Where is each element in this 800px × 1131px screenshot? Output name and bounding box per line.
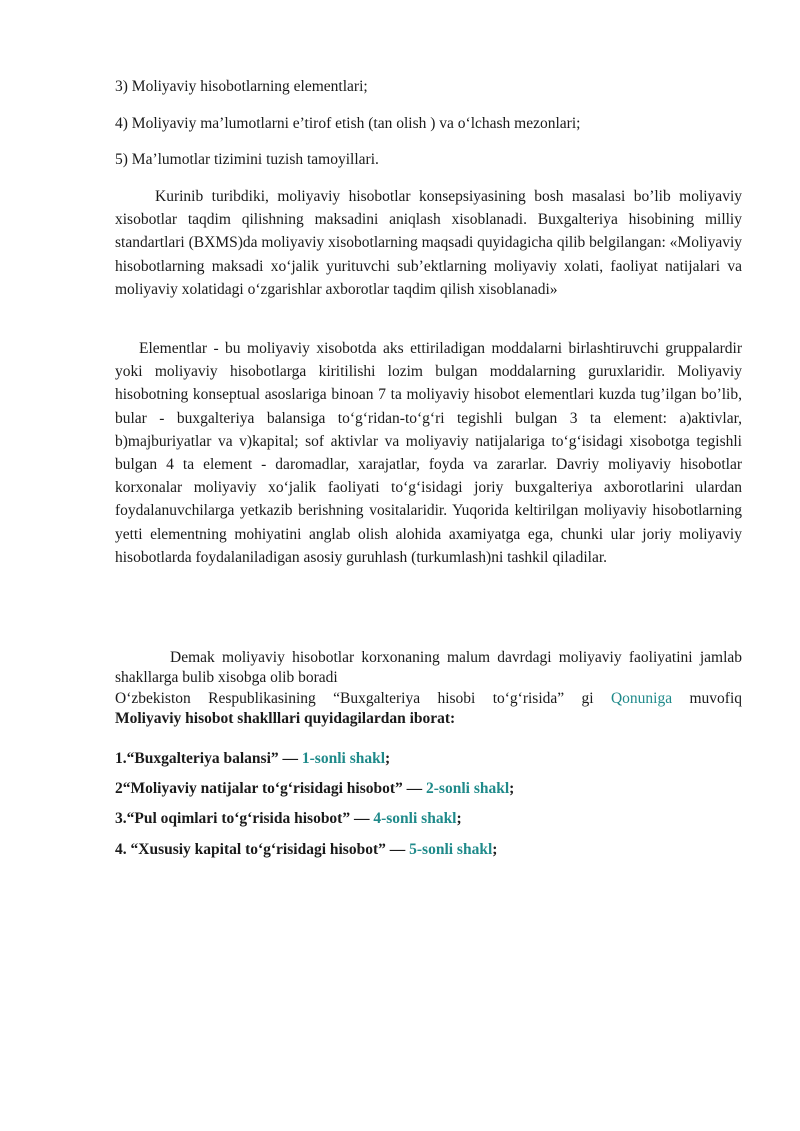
law-link[interactable]: Qonuniga [610, 690, 673, 707]
form-link[interactable]: 4-sonli shakl [373, 810, 457, 827]
list-item: 5) Ma’lumotlar tizimini tuzish tamoyillari. [115, 151, 379, 168]
paragraph: Elementlar - bu moliyaviy xisobotda aks ettiriladigan moddalarni birlashtiruvchi gruppalardir yoki moliyaviy hisobotlarga kiritilishi lozim bulgan moddalarning guruxlaridir. Moliyaviy hisobotning konseptual asoslariga binoan 7 ta moliyaviy hisobot elementlari kuzda tug’ilgan bo’lib, bular - buxgalteriya balansiga to‘g‘ridan-to‘g‘ri tegishli bulgan 3 ta element: a)aktivlar, b)majburiyatlar va v)kapital; sof aktivlar va moliyaviy natijalariga to‘g‘isidagi xisobotga tegishli bulgan 4 ta element - daromadlar, xarajatlar, foyda va zararlar. Davriy moliyaviy hisobotlar korxonalar moliyaviy xo‘jalik faoliyati to‘g‘isidagi joriy buxgalteriya axborotlarini ulardan foydalanuvchilarga yetkazib berishning vositalaridir. Yuqorida keltirilgan moliyaviy hisobotlarning yetti elementning mohiyatini anglab olish alohida axamiyatga ega, chunki ular joriy moliyaviy hisobotlarda foydalaniladigan asosiy guruhlash (turkumlash)ni tashkil qiladilar. [115, 340, 742, 566]
form-item: 3.“Pul oqimlari to‘g‘risida hisobot” — 4-sonli shakl; [115, 810, 462, 827]
form-link[interactable]: 2-sonli shakl [426, 780, 510, 797]
list-item: 4) Moliyaviy ma’lumotlarni e’tirof etish (tan olish ) va o‘lchash mezonlari; [115, 115, 581, 132]
law-text-end: muvofiq [689, 690, 743, 707]
list-item: 3) Moliyaviy hisobotlarning elementlari; [115, 78, 368, 95]
forms-heading: Moliyaviy hisobot shaklllari quyidagilardan iborat: [115, 710, 456, 727]
law-reference-line [115, 689, 742, 709]
form-item: 4. “Xususiy kapital to‘g‘risidagi hisobot” — 5-sonli shakl; [115, 841, 498, 858]
form-item: 2“Moliyaviy natijalar to‘g‘risidagi hisobot” — 2-sonli shakl; [115, 780, 515, 797]
form-item: 1.“Buxgalteriya balansi” — 1-sonli shakl; [115, 750, 391, 767]
paragraph: Demak moliyaviy hisobotlar korxonaning malum davrdagi moliyaviy faoliyatini jamlab shakllarga bulib xisobga olib boradi [115, 649, 742, 686]
law-text: O‘zbekiston Respublikasining “Buxgalteriya hisobi to‘g‘risida” gi [115, 690, 594, 707]
form-link[interactable]: 5-sonli shakl [409, 841, 493, 858]
paragraph: Kurinib turibdiki, moliyaviy hisobotlar konsepsiyasining bosh masalasi bo’lib moliyaviy xisobotlar taqdim qilishning maksadini aniqlash xisoblanadi. Buxgalteriya hisobining milliy standartlari (BXMS)da moliyaviy xisobotlarning maqsadi quyidagicha qilib belgilangan: «Moliyaviy hisobotlarning maksadi xo‘jalik yurituvchi sub’ektlarning moliyaviy xolati, faoliyat natijalari va moliyaviy xolatidagi o‘zgarishlar axborotlar taqdim qilish xisoblanadi» [115, 188, 742, 298]
form-link[interactable]: 1-sonli shakl [301, 750, 386, 767]
